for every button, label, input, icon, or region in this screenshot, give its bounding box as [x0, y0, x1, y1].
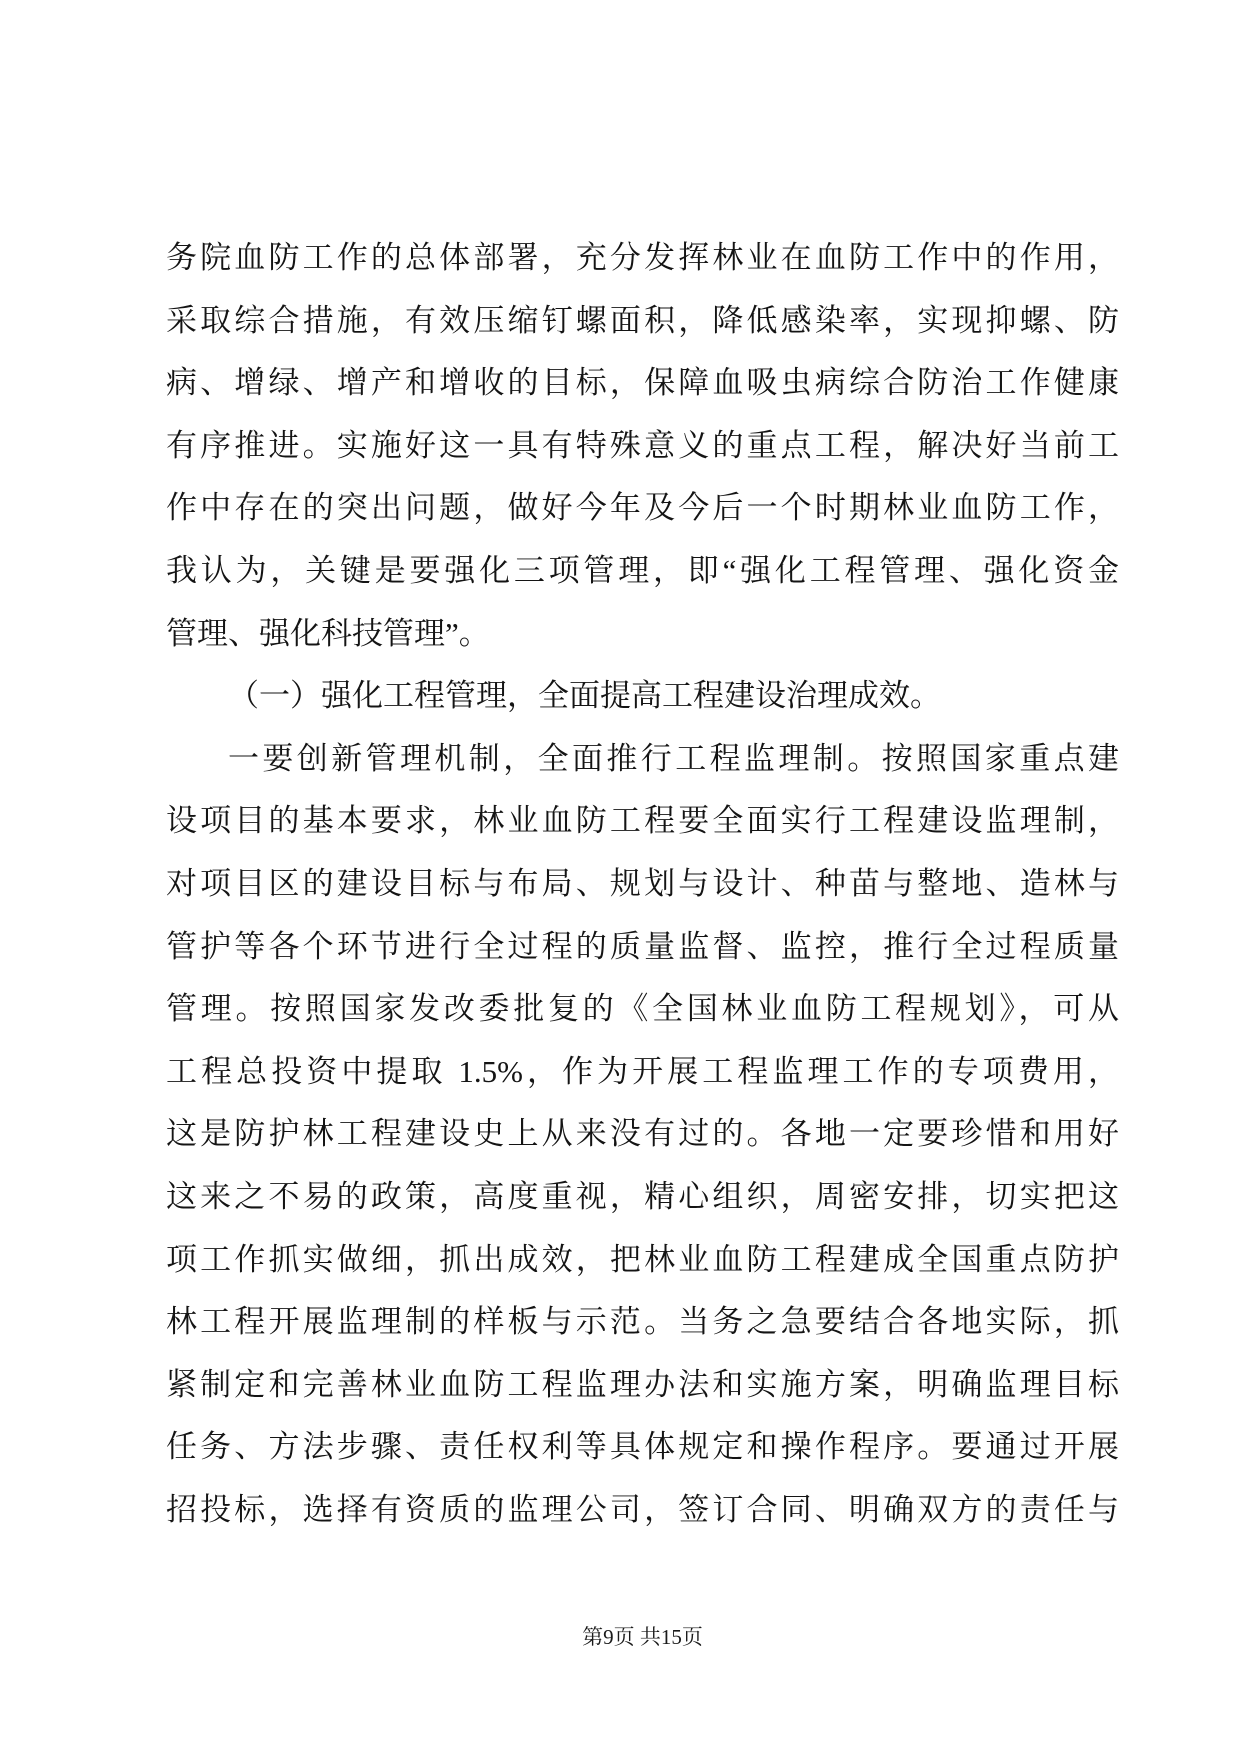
text-line: 林工程开展监理制的样板与示范。当务之急要结合各地实际，抓 — [166, 1304, 1119, 1340]
text-line: 一要创新管理机制，全面推行工程监理制。按照国家重点建 — [228, 740, 1119, 776]
text-line: 管护等各个环节进行全过程的质量监督、监控，推行全过程质量 — [166, 928, 1119, 964]
text-line: 紧制定和完善林业血防工程监理办法和实施方案，明确监理目标 — [166, 1366, 1119, 1402]
paragraph — [166, 227, 1119, 665]
text-line: 作中存在的突出问题，做好今年及今后一个时期林业血防工作， — [166, 490, 1119, 526]
text-line: 任务、方法步骤、责任权利等具体规定和操作程序。要通过开展 — [166, 1429, 1119, 1465]
text-line: 务院血防工作的总体部署，充分发挥林业在血防工作中的作用， — [166, 240, 1119, 275]
document-body — [166, 227, 1119, 1541]
text-line: 招投标，选择有资质的监理公司，签订合同、明确双方的责任与 — [166, 1491, 1119, 1527]
text-line: 管理、强化科技管理”。 — [166, 615, 490, 651]
page-number: 第9页 共15页 — [582, 1625, 703, 1649]
text-line: 病、增绿、增产和增收的目标，保障血吸虫病综合防治工作健康 — [166, 365, 1119, 401]
section-heading-text: （一）强化工程管理，全面提高工程建设治理成效。 — [228, 678, 941, 714]
text-line: 我认为，关键是要强化三项管理，即“强化工程管理、强化资金 — [166, 552, 1119, 588]
text-line: 设项目的基本要求，林业血防工程要全面实行工程建设监理制， — [166, 803, 1119, 839]
text-line: 这是防护林工程建设史上从来没有过的。各地一定要珍惜和用好 — [166, 1116, 1119, 1152]
page-footer — [166, 1622, 1119, 1652]
text-line: 有序推进。实施好这一具有特殊意义的重点工程，解决好当前工 — [166, 427, 1119, 463]
text-line: 对项目区的建设目标与布局、规划与设计、种苗与整地、造林与 — [166, 865, 1119, 901]
text-line: 这来之不易的政策，高度重视，精心组织，周密安排，切实把这 — [166, 1178, 1119, 1214]
text-line: 采取综合措施，有效压缩钉螺面积，降低感染率，实现抑螺、防 — [166, 302, 1119, 338]
section-heading — [166, 665, 1119, 728]
text-line: 项工作抓实做细，抓出成效，把林业血防工程建成全国重点防护 — [166, 1241, 1119, 1277]
paragraph — [166, 728, 1119, 1542]
text-line: 工程总投资中提取 1.5%，作为开展工程监理工作的专项费用， — [166, 1053, 1119, 1089]
text-line: 管理。按照国家发改委批复的《全国林业血防工程规划》，可从 — [166, 991, 1119, 1027]
